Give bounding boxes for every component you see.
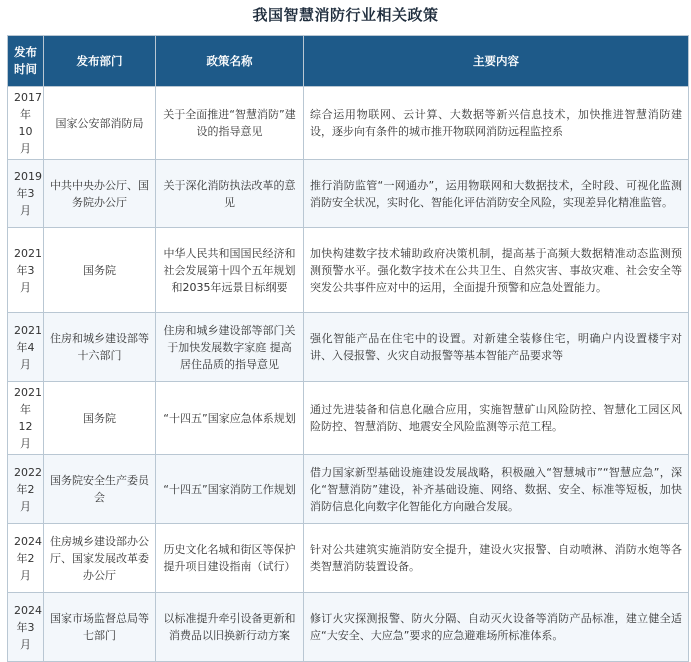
cell-date: 2024年3月	[8, 593, 44, 662]
table-row	[8, 160, 689, 228]
cell-policy-name: “十四五”国家消防工作规划	[156, 455, 304, 524]
cell-date: 2017年10月	[8, 87, 44, 160]
cell-dept: 住房城乡建设部办公厅、国家发展改革委办公厅	[44, 524, 156, 593]
cell-policy-name: 关于全面推进“智慧消防”建设的指导意见	[156, 87, 304, 160]
table-row	[8, 593, 689, 662]
cell-content: 借力国家新型基础设施建设发展战略，积极融入“智慧城市”“智慧应急”，深化“智慧消防”建设，补齐基础设施、网络、数据、安全、标准等短板，加快消防信息化向数字化智能化方向融合发展。	[304, 455, 689, 524]
table-row	[8, 87, 689, 160]
cell-date: 2022年2月	[8, 455, 44, 524]
cell-dept: 中共中央办公厅、国务院办公厅	[44, 160, 156, 228]
table-row	[8, 524, 689, 593]
cell-content: 推行消防监管“一网通办”，运用物联网和大数据技术，全时段、可视化监测消防安全状况，实时化、智能化评估消防安全风险，实现差异化精准监管。	[304, 160, 689, 228]
cell-dept: 国务院安全生产委员会	[44, 455, 156, 524]
cell-policy-name: 住房和城乡建设部等部门关于加快发展数字家庭 提高居住品质的指导意见	[156, 313, 304, 382]
cell-policy-name: 中华人民共和国国民经济和社会发展第十四个五年规划和2035年远景目标纲要	[156, 228, 304, 313]
cell-dept: 国务院	[44, 382, 156, 455]
cell-date: 2021年12月	[8, 382, 44, 455]
cell-dept: 住房和城乡建设部等十六部门	[44, 313, 156, 382]
header-dept: 发布部门	[44, 36, 156, 87]
policy-table	[7, 35, 689, 662]
table-header-row	[8, 36, 689, 87]
cell-dept: 国家市场监督总局等七部门	[44, 593, 156, 662]
cell-policy-name: 以标准提升牵引设备更新和消费品以旧换新行动方案	[156, 593, 304, 662]
table-row	[8, 228, 689, 313]
cell-content: 强化智能产品在住宅中的设置。对新建全装修住宅，明确户内设置楼宇对讲、入侵报警、火灾自动报警等基本智能产品要求等	[304, 313, 689, 382]
cell-content: 通过先进装备和信息化融合应用，实施智慧矿山风险防控、智慧化工园区风险防控、智慧消防、地震安全风险监测等示范工程。	[304, 382, 689, 455]
table-row	[8, 455, 689, 524]
cell-date: 2021年3月	[8, 228, 44, 313]
header-name: 政策名称	[156, 36, 304, 87]
cell-dept: 国务院	[44, 228, 156, 313]
cell-policy-name: 历史文化名城和街区等保护提升项目建设指南（试行）	[156, 524, 304, 593]
cell-content: 综合运用物联网、云计算、大数据等新兴信息技术，加快推进智慧消防建设，逐步向有条件的城市推开物联网消防远程监控系	[304, 87, 689, 160]
header-content: 主要内容	[304, 36, 689, 87]
cell-date: 2021年4月	[8, 313, 44, 382]
cell-policy-name: “十四五”国家应急体系规划	[156, 382, 304, 455]
cell-policy-name: 关于深化消防执法改革的意见	[156, 160, 304, 228]
cell-dept: 国家公安部消防局	[44, 87, 156, 160]
cell-content: 修订火灾探测报警、防火分隔、自动灭火设备等消防产品标准，建立健全适应“大安全、大应急”要求的应急避难场所标准体系。	[304, 593, 689, 662]
table-row	[8, 313, 689, 382]
cell-date: 2019年3月	[8, 160, 44, 228]
table-row	[8, 382, 689, 455]
page-title: 我国智慧消防行业相关政策	[252, 6, 439, 24]
cell-date: 2024年2月	[8, 524, 44, 593]
cell-content: 针对公共建筑实施消防安全提升，建设火灾报警、自动喷淋、消防水炮等各类智慧消防装置设备。	[304, 524, 689, 593]
header-date: 发布时间	[8, 36, 44, 87]
cell-content: 加快构建数字技术辅助政府决策机制，提高基于高频大数据精准动态监测预测预警水平。强化数字技术在公共卫生、自然灾害、事故灾难、社会安全等突发公共事件应对中的运用，全面提升预警和应急处置能力。	[304, 228, 689, 313]
